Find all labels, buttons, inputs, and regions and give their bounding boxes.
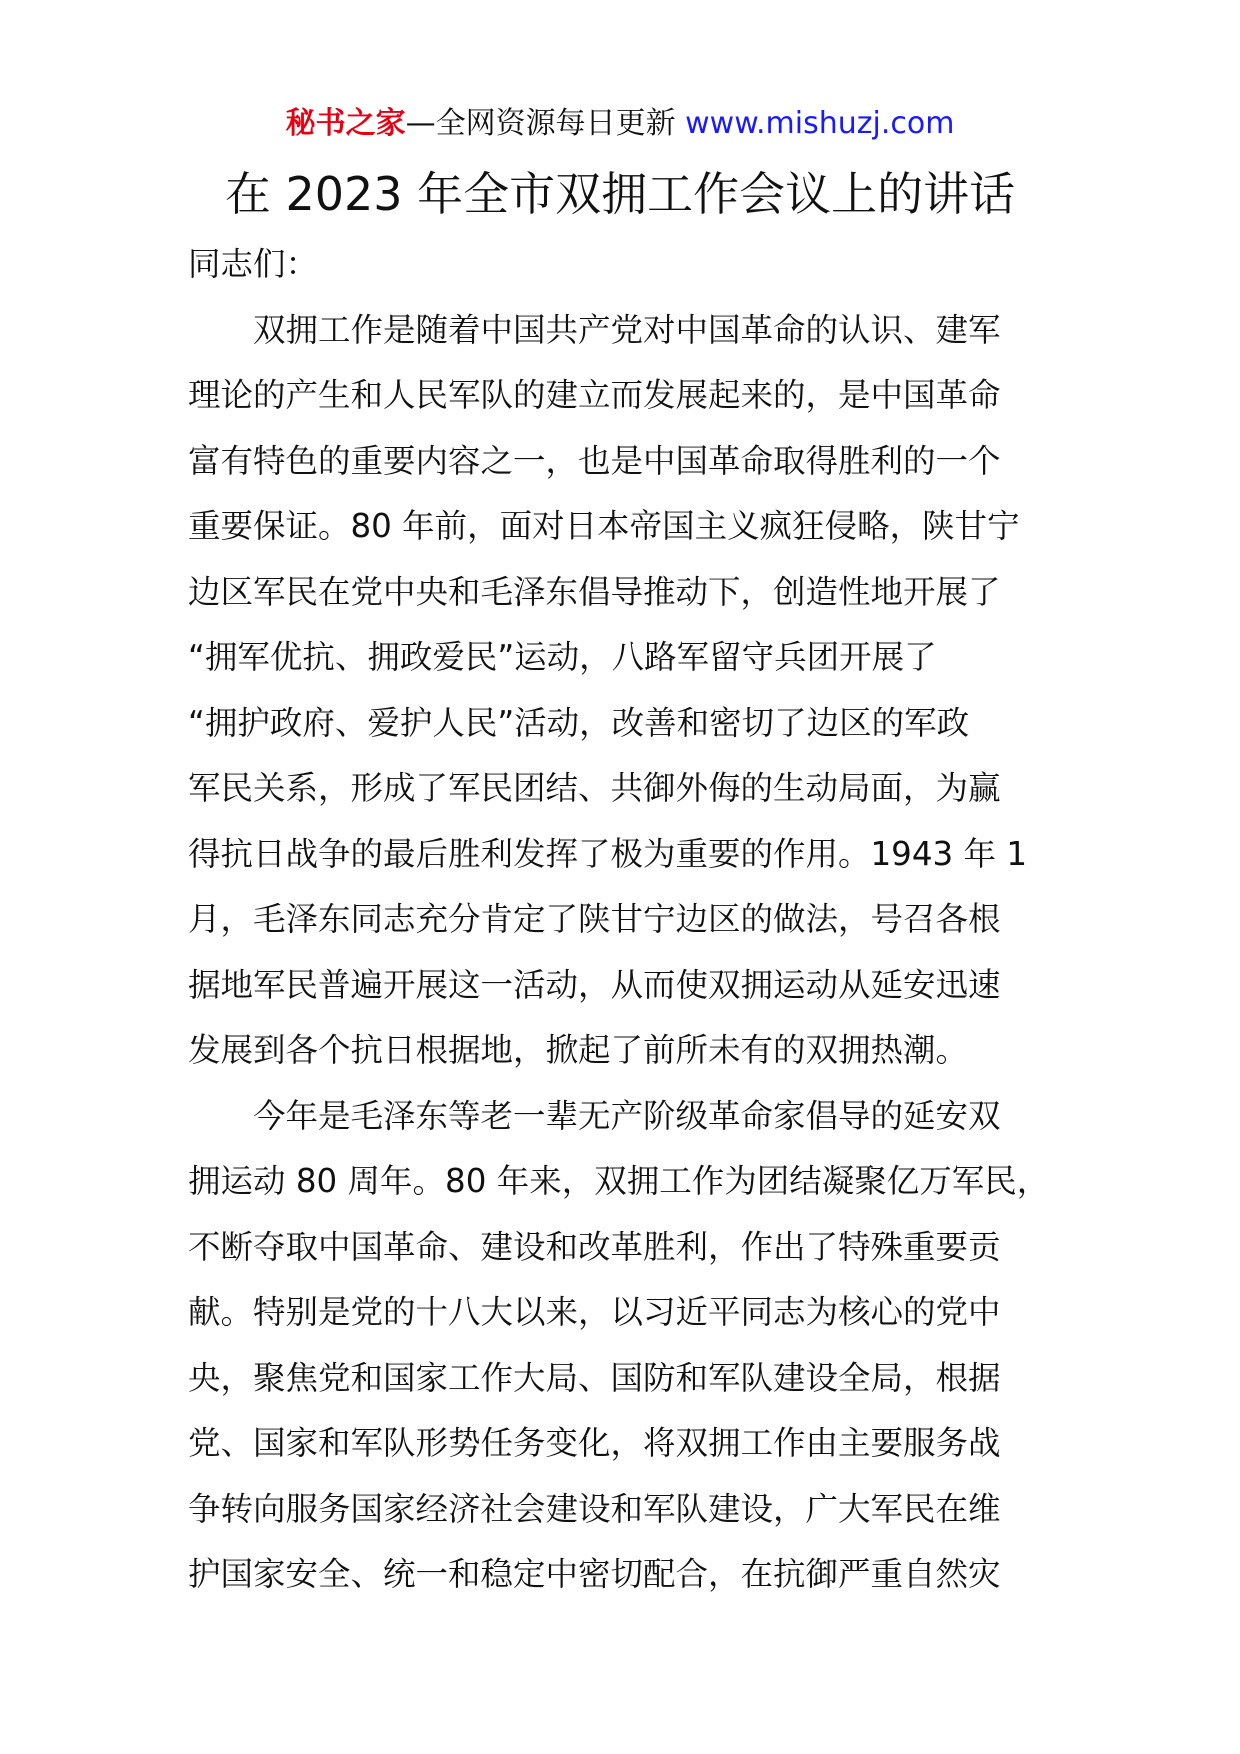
- paragraph-line: 拥运动 80 周年。80 年来，双拥工作为团结凝聚亿万军民，: [188, 1162, 1050, 1200]
- paragraph-line: 军民关系，形成了军民团结、共御外侮的生动局面，为赢: [188, 769, 1001, 807]
- brand-name: 秘书之家: [285, 106, 406, 141]
- document-body: [188, 232, 1050, 1608]
- paragraph-line: 据地军民普遍开展这一活动，从而使双拥运动从延安迅速: [188, 965, 1001, 1004]
- header-slogan: —全网资源每日更新: [405, 106, 676, 141]
- paragraph-line: 富有特色的重要内容之一，也是中国革命取得胜利的一个: [188, 441, 1001, 480]
- paragraph-line: 月，毛泽东同志充分肯定了陕甘宁边区的做法，号召各根: [188, 900, 1001, 938]
- paragraph-line: 双拥工作是随着中国共产党对中国革命的认识、建军: [253, 310, 1001, 349]
- paragraph-line: 党、国家和军队形势任务变化，将双拥工作由主要服务战: [188, 1424, 1001, 1462]
- paragraph-line: 发展到各个抗日根据地，掀起了前所未有的双拥热潮。: [188, 1031, 969, 1069]
- paragraph-line: “拥护政府、爱护人民”活动，改善和密切了边区的军政: [188, 703, 970, 742]
- paragraph-2: [188, 1084, 1050, 1608]
- paragraph-line: 不断夺取中国革命、建设和改革胜利，作出了特殊重要贡: [188, 1227, 1001, 1266]
- paragraph-line: 央，聚焦党和国家工作大局、国防和军队建设全局，根据: [188, 1358, 1001, 1397]
- paragraph-line: 今年是毛泽东等老一辈无产阶级革命家倡导的延安双: [253, 1096, 1001, 1135]
- paragraph-line: 重要保证。80 年前，面对日本帝国主义疯狂侵略，陕甘宁: [188, 507, 1020, 545]
- salutation: 同志们：: [188, 245, 319, 283]
- paragraph-line: 献。特别是党的十八大以来，以习近平同志为核心的党中: [188, 1293, 1001, 1331]
- document-title: 在 2023 年全市双拥工作会议上的讲话: [224, 167, 1016, 221]
- paragraph-line: 护国家安全、统一和稳定中密切配合，在抗御严重自然灾: [188, 1555, 1001, 1593]
- paragraph-line: 得抗日战争的最后胜利发挥了极为重要的作用。1943 年 1: [188, 834, 1028, 873]
- paragraph-line: 边区军民在党中央和毛泽东倡导推动下，创造性地开展了: [188, 572, 1001, 611]
- site-url-link[interactable]: www.mishuzj.com: [685, 106, 955, 141]
- site-header: [0, 104, 1240, 144]
- paragraph-line: 理论的产生和人民军队的建立而发展起来的，是中国革命: [188, 376, 1001, 414]
- paragraph-line: 争转向服务国家经济社会建设和军队建设，广大军民在维: [188, 1489, 1001, 1528]
- paragraph-1: [188, 298, 1044, 1084]
- paragraph-line: “拥军优抗、拥政爱民”运动，八路军留守兵团开展了: [188, 638, 937, 676]
